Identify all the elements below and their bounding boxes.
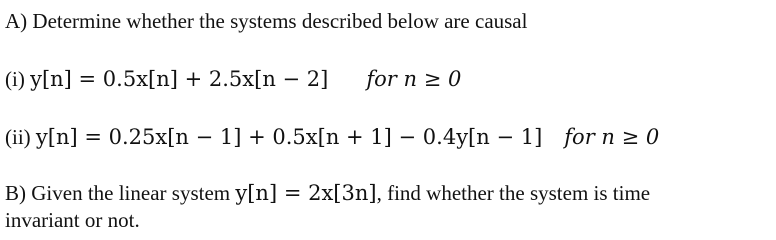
item-ii-label: (ii) (5, 125, 36, 149)
part-a-heading: A) Determine whether the systems described below are causal (5, 9, 528, 33)
item-i-condition: for n ≥ 0 (366, 67, 462, 91)
part-b-question-continued: invariant or not. (5, 208, 140, 232)
item-i (5, 66, 461, 92)
part-b-equation: y[n] = 2x[3n] (235, 181, 377, 205)
part-b-question (5, 180, 650, 206)
item-ii (5, 124, 659, 150)
part-b-text-before: B) Given the linear system (5, 181, 236, 205)
item-ii-condition: for n ≥ 0 (564, 125, 660, 149)
item-i-equation: y[n] = 0.5x[n] + 2.5x[n − 2] (30, 67, 329, 91)
part-b-text-after: , find whether the system is time (376, 181, 651, 205)
item-ii-equation: y[n] = 0.25x[n − 1] + 0.5x[n + 1] − 0.4y[n − 1] (35, 125, 543, 149)
item-i-label: (i) (5, 67, 31, 91)
